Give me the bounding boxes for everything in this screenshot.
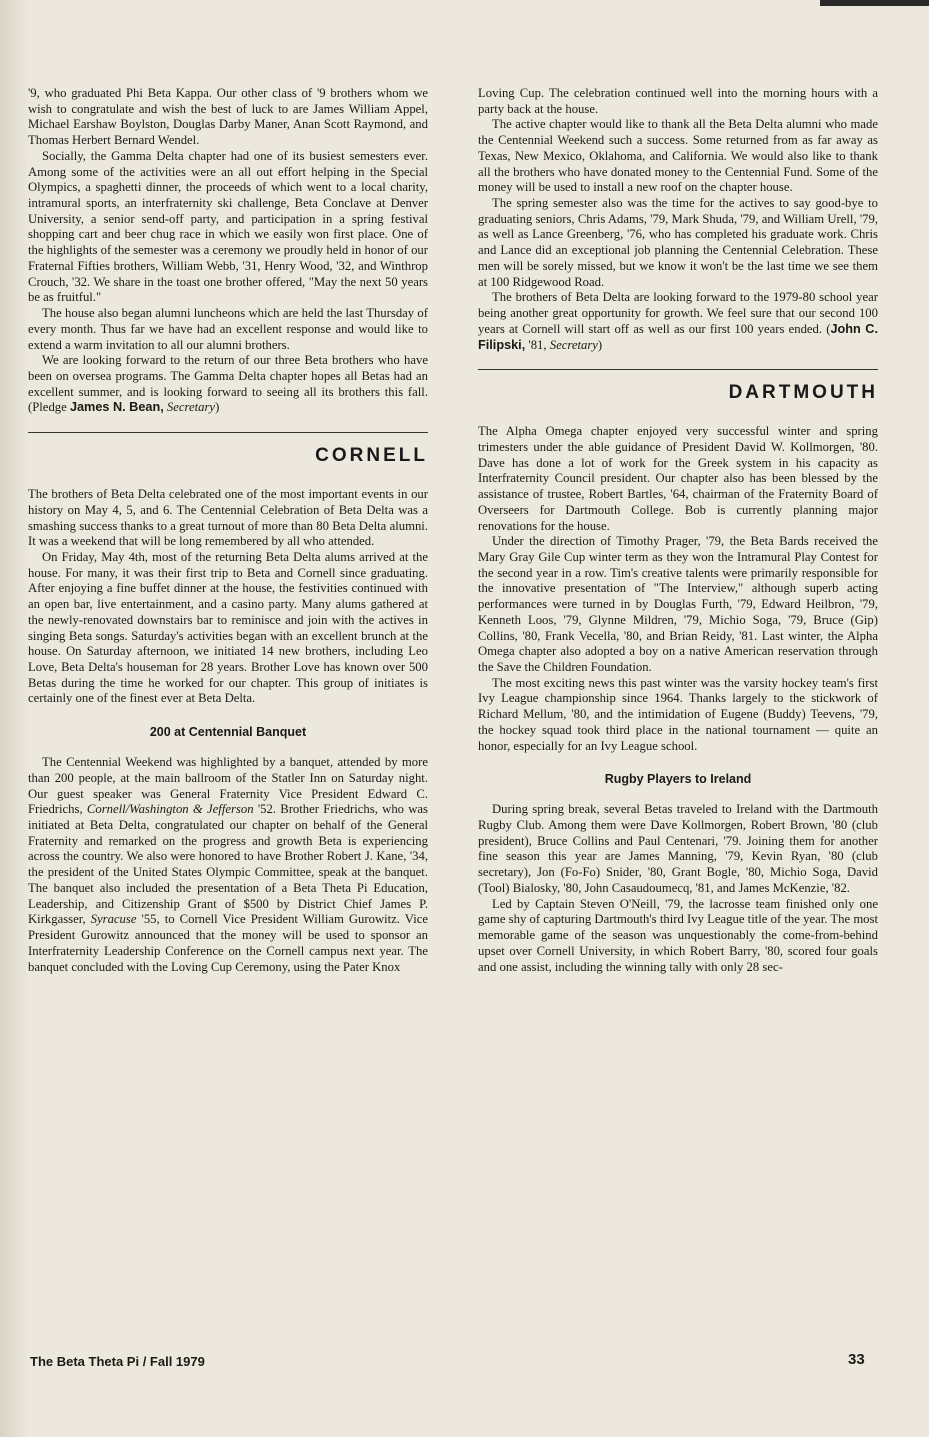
binding-shadow xyxy=(0,0,30,1437)
page-number: 33 xyxy=(848,1351,865,1368)
footer-publication: The Beta Theta Pi / Fall 1979 xyxy=(30,1354,205,1369)
paragraph: The Alpha Omega chapter enjoyed very successful winter and spring trimesters under the able guidance of President David W. Kollmorgen, '80. Dave has done a lot of work for the Greek system in his capacity as Interfraternity Council president. Our chapter also has been blessed by the assistance of trustee, Robert Bartles, '64, chairman of the Fraternity Board of Overseers for Dartmouth College. Bob is currently planning major renovations for the house. xyxy=(478,424,878,533)
section-rule xyxy=(28,432,428,433)
paragraph xyxy=(478,290,878,353)
top-rule xyxy=(820,0,929,6)
italic-text: Cornell/Washington & Jefferson xyxy=(86,802,254,817)
paragraph: '9, who graduated Phi Beta Kappa. Our other class of '9 brothers whom we wish to congratulate and wish the best of luck to are James William Appel, Michael Earshaw Boylston, Douglas Darby Maner, Anan Scott Raymond, and Thomas Herbert Bernard Wendel. xyxy=(28,86,428,148)
signature-name: James N. Bean, xyxy=(69,400,164,415)
signature-name: John C. Filipski, xyxy=(478,321,878,352)
paragraph: On Friday, May 4th, most of the returning Beta Delta alums arrived at the house. For many, it was their first trip to Beta and Cornell since graduating. After enjoying a fine buffet dinner at the house, the festivities continued with an open bar, live entertainment, and a casino party. Many alums gathered at the newly-renovated downstairs bar to reminisce and join with the actives in singing Beta songs. Saturday's activities began with an excellent brunch at the house. On Saturday afternoon, we initiated 14 new brothers, including Leo Love, Beta Delta's houseman for 28 years. Brother Love has known over 500 Betas during the time he worked for our chapter. This group of initiates is certainly one of the finest ever at Beta Delta. xyxy=(28,549,428,706)
paragraph: The spring semester also was the time for the actives to say good-bye to graduating seniors, Chris Adams, '79, Mark Shuda, '79, and William Urell, '79, as well as Lance Greenberg, '76, who has completed his graduate work. Chris and Lance did an exceptional job planning the Centennial Celebration. These men will be sorely missed, but we know it won't be the last time we see them at 100 Ridgewood Road. xyxy=(478,196,878,289)
paragraph: The brothers of Beta Delta celebrated one of the most important events in our history on May 4, 5, and 6. The Centennial Celebration of Beta Delta was a smashing success thanks to a great turnout of more than 80 Beta Delta alumni. It was a weekend that will be long remembered by all who attended. xyxy=(28,487,428,549)
paragraph: Socially, the Gamma Delta chapter had one of its busiest semesters ever. Among some of the activities were an all out effort helping in the Special Olympics, a spaghetti dinner, the proceeds of which went to a local charity, intramural sports, an interfraternity ski challenge, Beta Conclave at Denver University, a senior send-off party, and participation in a spring festival shopping cart and beer chug race in which we easily won first place. One of the highlights of the semester was a ceremony we proudly held in honor of our Fraternal Fifties brothers, William Webb, '31, Henry Wood, '32, and Winthrop Crouch, '32. We share in the toast one brother offered, "May the next 50 years be as fruitful." xyxy=(28,148,428,305)
paragraph: Loving Cup. The celebration continued well into the morning hours with a party back at the house. xyxy=(478,86,878,116)
subheading: 200 at Centennial Banquet xyxy=(149,725,307,740)
signature-close: ) xyxy=(215,400,220,415)
paragraph xyxy=(28,353,428,416)
subheading: Rugby Players to Ireland xyxy=(604,772,752,787)
left-column xyxy=(28,86,428,975)
italic-text: Syracuse xyxy=(90,912,137,927)
paragraph-text: '55, to Cornell Vice President William Gurowitz. Vice President Gurowitz announced that the money will be used to sponsor an Interfraternity Leadership Conference on the Cornell campus next year. The banquet concluded with the Loving Cup Ceremony, using the Pater Knox xyxy=(28,912,428,974)
right-column xyxy=(478,86,878,975)
section-rule xyxy=(478,369,878,370)
paragraph-text: The brothers of Beta Delta are looking forward to the 1979-80 school year being another great opportunity for growth. We feel sure that our second 100 years at Cornell will start off as well as our first 100 years ended. ( xyxy=(478,290,878,336)
paragraph: During spring break, several Betas traveled to Ireland with the Dartmouth Rugby Club. Among them were Dave Kollmorgen, Robert Brown, '80 (club president), Bruce Collins and Paul Centenari, '79. Joining them for another fine season this year are James Manning, '79, Kevin Ryan, '80 (club secretary), Jon (Fo-Fo) Snider, '80, Grant Bogle, '80, Michio Soga, David (Tool) Bialosky, '80, John Casaudoumecq, '81, and James McKenzie, '82. xyxy=(478,802,878,895)
signature-role: Secretary xyxy=(166,400,216,415)
paragraph: The active chapter would like to thank all the Beta Delta alumni who made the Centennial Weekend such a success. Some returned from as far away as Texas, New Mexico, Oklahoma, and California. We would also like to thank all the brothers who have donated money to the Centennial Fund. Some of the money will be used to install a new roof on the chapter house. xyxy=(478,117,878,195)
paragraph: The house also began alumni luncheons which are held the last Thursday of every month. Thus far we have had an excellent response and would like to extend a warm invitation to all our alumni brothers. xyxy=(28,306,428,352)
paragraph-text: '52. Brother Friedrichs, who was initiated at Beta Delta, congratulated our chapter on behalf of the General Fraternity and remarked on the progress and growth Beta is experiencing across the country. We also were honored to have Brother Robert J. Kane, '34, the president of the United States Olympic Committee, speak at the banquet. The banquet also included the presentation of a Beta Theta Pi Education, Leadership, and Citizenship Grant of $500 by District Chief James P. Kirkgasser, xyxy=(28,802,428,927)
section-heading-dartmouth: DARTMOUTH xyxy=(728,382,878,404)
paragraph: Under the direction of Timothy Prager, '79, the Beta Bards received the Mary Gray Gile Cup winter term as they won the Intramural Play Contest for the second year in a row. Tim's creative talents were primarily responsible for the innovative presentation of "The Interview," although superb acting performances were turned in by Douglas Furth, '79, Edward Heilbron, '79, Kenneth Loos, '79, Glynne Mildren, '79, Michio Soga, '79, Bruce (Gip) Collins, '80, Frank Vecella, '80, and Brian Reidy, '81. Last winter, the Alpha Omega chapter also adopted a boy on a native American reservation through the Save the Children Foundation. xyxy=(478,534,878,674)
paragraph xyxy=(28,755,428,975)
paragraph-text: The Centennial Weekend was highlighted by a banquet, attended by more than 200 people, at the main ballroom of the Statler Inn on Saturday night. Our guest speaker was General Fraternity Vice President Edward C. Friedrichs, xyxy=(28,755,428,817)
signature-role: Secretary xyxy=(549,337,598,352)
section-heading-cornell: CORNELL xyxy=(315,445,428,467)
signature-close: ) xyxy=(597,337,603,352)
signature-year: '81, xyxy=(525,337,550,352)
paragraph-text: We are looking forward to the return of our three Beta brothers who have been on oversea programs. The Gamma Delta chapter hopes all Betas had an excellent summer, and is looking forward to seeing all its brothers this fall. (Pledge xyxy=(28,353,428,415)
paragraph: The most exciting news this past winter was the varsity hockey team's first Ivy League championship since 1964. Thanks largely to the stickwork of Richard Mellum, '80, and the intimidation of Eugene (Buddy) Teevens, '79, the hockey squad took third place in the national tournament — quite an honor, especially for an Ivy League school. xyxy=(478,675,878,753)
paragraph: Led by Captain Steven O'Neill, '79, the lacrosse team finished only one game shy of capturing Dartmouth's third Ivy League title of the year. The most memorable game of the season was unquestionably the come-from-behind upset over Cornell University, in which Robert Barry, '80, scored four goals and one assist, including the winning tally with only 28 sec- xyxy=(478,896,878,974)
